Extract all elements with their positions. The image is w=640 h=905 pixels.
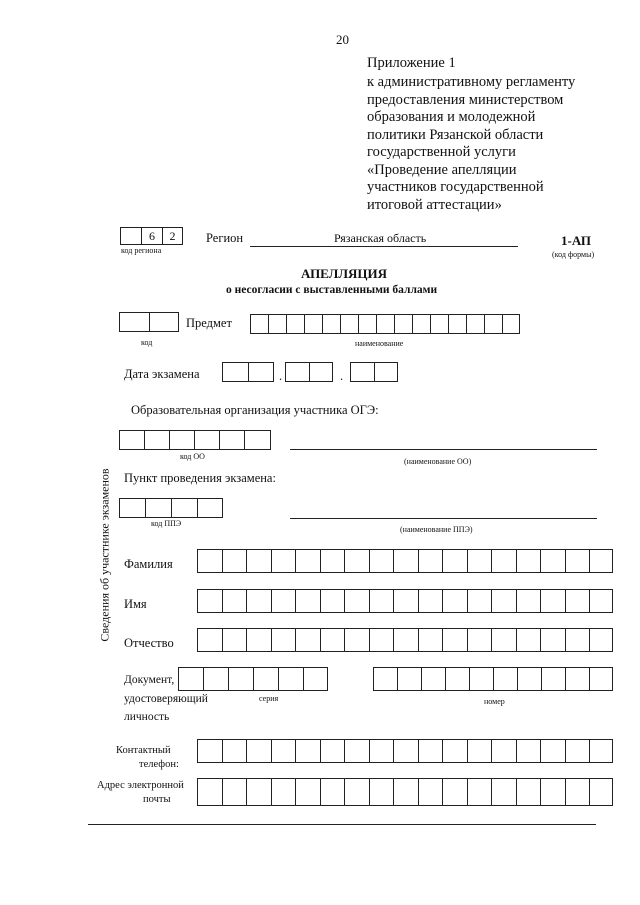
email-cell[interactable]: [566, 779, 591, 805]
document-number-cell[interactable]: [398, 668, 422, 690]
subject-code-cell[interactable]: [150, 313, 178, 331]
organization-code-cell[interactable]: [145, 431, 170, 449]
phone-cell[interactable]: [321, 740, 346, 762]
name-cell[interactable]: [345, 590, 370, 612]
appendix-line: итоговой аттестации»: [367, 196, 502, 213]
email-cell[interactable]: [443, 779, 468, 805]
subject-name-cell[interactable]: [251, 315, 269, 333]
exam-point-code-cell[interactable]: [120, 499, 146, 517]
document-number-cells[interactable]: [373, 667, 613, 691]
email-cell[interactable]: [517, 779, 542, 805]
phone-cell[interactable]: [468, 740, 493, 762]
exam-date-separator: .: [340, 369, 344, 383]
email-cell[interactable]: [468, 779, 493, 805]
surname-cell[interactable]: [223, 550, 248, 572]
name-cell[interactable]: [321, 590, 346, 612]
document-number-cell[interactable]: [374, 668, 398, 690]
exam-point-code-cell[interactable]: [172, 499, 198, 517]
exam-date-label: Дата экзамена: [124, 367, 200, 381]
patronymic-cell[interactable]: [223, 629, 248, 651]
exam-point-code-cell[interactable]: [146, 499, 172, 517]
form-code: 1-АП: [561, 233, 592, 248]
surname-cell[interactable]: [296, 550, 321, 572]
subject-name-cells[interactable]: [250, 314, 520, 334]
surname-cell[interactable]: [419, 550, 444, 572]
email-cell[interactable]: [321, 779, 346, 805]
organization-name-line: [290, 449, 597, 450]
name-cell[interactable]: [394, 590, 419, 612]
subject-name-cell[interactable]: [305, 315, 323, 333]
exam-point-code-cell[interactable]: [198, 499, 222, 517]
phone-cell[interactable]: [590, 740, 610, 762]
phone-cell[interactable]: [370, 740, 395, 762]
appendix-line: образования и молодежной: [367, 109, 536, 125]
region-code-cell[interactable]: 2: [169, 229, 176, 243]
subject-name-caption: наименование: [355, 339, 404, 348]
surname-cell[interactable]: [370, 550, 395, 572]
exam-day-cells[interactable]: [222, 362, 274, 382]
document-number-cell[interactable]: [590, 668, 612, 690]
phone-cell[interactable]: [517, 740, 542, 762]
document-number-cell[interactable]: [518, 668, 542, 690]
name-cell[interactable]: [223, 590, 248, 612]
patronymic-cell[interactable]: [590, 629, 610, 651]
exam-month-cells[interactable]: [285, 362, 333, 382]
subject-name-cell[interactable]: [395, 315, 413, 333]
document-number-cell[interactable]: [446, 668, 470, 690]
patronymic-cell[interactable]: [198, 629, 223, 651]
patronymic-cell[interactable]: [247, 629, 272, 651]
document-label-3: личность: [124, 711, 170, 723]
phone-cells[interactable]: [197, 739, 613, 763]
email-label-2: почты: [143, 794, 171, 805]
name-label: Имя: [124, 597, 147, 611]
region-code-caption: код региона: [121, 246, 162, 255]
patronymic-cell[interactable]: [492, 629, 517, 651]
region-value: Рязанская область: [334, 231, 427, 245]
email-cell[interactable]: [296, 779, 321, 805]
patronymic-cell[interactable]: [345, 629, 370, 651]
form-subtitle: о несогласии с выставленными баллами: [226, 284, 438, 296]
patronymic-cell[interactable]: [296, 629, 321, 651]
surname-cell[interactable]: [198, 550, 223, 572]
document-number-cell[interactable]: [494, 668, 518, 690]
document-series-cells[interactable]: [178, 667, 328, 691]
subject-name-cell[interactable]: [323, 315, 341, 333]
email-cells[interactable]: [197, 778, 613, 806]
surname-cell[interactable]: [541, 550, 566, 572]
subject-name-cell[interactable]: [359, 315, 377, 333]
subject-label: Предмет: [186, 316, 232, 330]
exam-date-cell[interactable]: [286, 363, 310, 381]
name-cell[interactable]: [272, 590, 297, 612]
surname-cell[interactable]: [394, 550, 419, 572]
phone-cell[interactable]: [296, 740, 321, 762]
organization-code-cells[interactable]: [119, 430, 271, 450]
phone-label-2: телефон:: [139, 759, 179, 770]
surname-cell[interactable]: [321, 550, 346, 572]
patronymic-cells[interactable]: [197, 628, 613, 652]
email-cell[interactable]: [541, 779, 566, 805]
document-number-cell[interactable]: [542, 668, 566, 690]
organization-code-cell[interactable]: [195, 431, 220, 449]
surname-cell[interactable]: [247, 550, 272, 572]
name-cell[interactable]: [541, 590, 566, 612]
appendix-line: «Проведение апелляции: [367, 161, 517, 178]
organization-name-caption: (наименование ОО): [404, 457, 472, 466]
subject-name-cell[interactable]: [341, 315, 359, 333]
document-series-cell[interactable]: [254, 668, 279, 690]
organization-code-caption: код ОО: [180, 452, 205, 461]
email-cell[interactable]: [590, 779, 610, 805]
name-cell[interactable]: [590, 590, 610, 612]
email-label-1: Адрес электронной: [97, 780, 184, 791]
patronymic-cell[interactable]: [468, 629, 493, 651]
subject-name-cell[interactable]: [287, 315, 305, 333]
appendix-text: [367, 74, 575, 214]
email-cell[interactable]: [394, 779, 419, 805]
document-number-caption: номер: [484, 697, 505, 706]
exam-date-cell[interactable]: [310, 363, 332, 381]
subject-name-cell[interactable]: [449, 315, 467, 333]
phone-cell[interactable]: [272, 740, 297, 762]
surname-label: Фамилия: [124, 557, 173, 571]
bottom-divider: [88, 824, 596, 825]
patronymic-cell[interactable]: [321, 629, 346, 651]
exam-date-cell[interactable]: [223, 363, 249, 381]
email-cell[interactable]: [198, 779, 223, 805]
name-cell[interactable]: [468, 590, 493, 612]
document-series-cell[interactable]: [279, 668, 304, 690]
name-cell[interactable]: [517, 590, 542, 612]
phone-cell[interactable]: [223, 740, 248, 762]
patronymic-cell[interactable]: [370, 629, 395, 651]
patronymic-cell[interactable]: [419, 629, 444, 651]
document-number-cell[interactable]: [470, 668, 494, 690]
document-series-caption: серия: [259, 694, 279, 703]
document-series-cell[interactable]: [179, 668, 204, 690]
subject-code-cells[interactable]: [119, 312, 179, 332]
organization-code-cell[interactable]: [245, 431, 270, 449]
surname-cell[interactable]: [443, 550, 468, 572]
surname-cell[interactable]: [566, 550, 591, 572]
document-label-1: Документ,: [124, 674, 175, 686]
surname-cell[interactable]: [272, 550, 297, 572]
exam-point-name-line: [290, 518, 597, 519]
email-cell[interactable]: [492, 779, 517, 805]
subject-code-cell[interactable]: [120, 313, 150, 331]
appendix-title: Приложение 1: [367, 55, 456, 71]
appendix-line: к административному регламенту: [367, 74, 576, 90]
document-series-cell[interactable]: [229, 668, 254, 690]
phone-cell[interactable]: [566, 740, 591, 762]
name-cell[interactable]: [566, 590, 591, 612]
phone-cell[interactable]: [419, 740, 444, 762]
region-label: Регион: [206, 231, 244, 245]
name-cell[interactable]: [443, 590, 468, 612]
region-underline: [250, 246, 518, 247]
email-cell[interactable]: [419, 779, 444, 805]
name-cell[interactable]: [198, 590, 223, 612]
participant-side-label: Сведения об участнике экзаменов: [97, 468, 112, 642]
name-cell[interactable]: [492, 590, 517, 612]
document-label-2: удостоверяющий: [124, 693, 208, 705]
name-cell[interactable]: [419, 590, 444, 612]
name-cells[interactable]: [197, 589, 613, 613]
subject-name-cell[interactable]: [269, 315, 287, 333]
document-number-cell[interactable]: [422, 668, 446, 690]
phone-cell[interactable]: [247, 740, 272, 762]
surname-cell[interactable]: [345, 550, 370, 572]
subject-name-cell[interactable]: [485, 315, 503, 333]
phone-cell[interactable]: [394, 740, 419, 762]
subject-code-caption: код: [141, 338, 153, 347]
organization-code-cell[interactable]: [220, 431, 245, 449]
phone-label-1: Контактный: [116, 745, 171, 756]
subject-name-cell[interactable]: [377, 315, 395, 333]
organization-code-cell[interactable]: [170, 431, 195, 449]
patronymic-cell[interactable]: [517, 629, 542, 651]
document-number-cell[interactable]: [566, 668, 590, 690]
patronymic-cell[interactable]: [541, 629, 566, 651]
region-code-cell[interactable]: 6: [142, 228, 163, 244]
email-cell[interactable]: [345, 779, 370, 805]
document-series-cell[interactable]: [304, 668, 327, 690]
form-title: АПЕЛЛЯЦИЯ: [301, 266, 388, 281]
name-cell[interactable]: [296, 590, 321, 612]
phone-cell[interactable]: [198, 740, 223, 762]
exam-date-separator: .: [279, 369, 283, 383]
subject-name-cell[interactable]: [431, 315, 449, 333]
exam-date-cell[interactable]: [375, 363, 397, 381]
patronymic-cell[interactable]: [272, 629, 297, 651]
appendix-line: предоставления министерством: [367, 91, 564, 108]
surname-cell[interactable]: [492, 550, 517, 572]
surname-cell[interactable]: [590, 550, 610, 572]
organization-heading: Образовательная организация участника ОГЭ:: [131, 403, 379, 417]
patronymic-cell[interactable]: [443, 629, 468, 651]
appendix-line: участников государственной: [367, 179, 544, 195]
region-code-cell[interactable]: [121, 228, 142, 244]
patronymic-cell[interactable]: [566, 629, 591, 651]
phone-cell[interactable]: [492, 740, 517, 762]
region-code-cells[interactable]: [120, 227, 183, 245]
email-cell[interactable]: [247, 779, 272, 805]
document-series-cell[interactable]: [204, 668, 229, 690]
form-code-caption: (код формы): [552, 250, 595, 259]
email-cell[interactable]: [272, 779, 297, 805]
subject-name-cell[interactable]: [503, 315, 519, 333]
name-cell[interactable]: [247, 590, 272, 612]
surname-cell[interactable]: [468, 550, 493, 572]
page-number: 20: [336, 32, 349, 47]
email-cell[interactable]: [223, 779, 248, 805]
organization-code-cell[interactable]: [120, 431, 145, 449]
subject-name-cell[interactable]: [413, 315, 431, 333]
appendix-line: государственной услуги: [367, 144, 516, 160]
phone-cell[interactable]: [443, 740, 468, 762]
surname-cell[interactable]: [517, 550, 542, 572]
phone-cell[interactable]: [345, 740, 370, 762]
appendix-line: политики Рязанской области: [367, 126, 544, 143]
patronymic-cell[interactable]: [394, 629, 419, 651]
exam-point-code-caption: код ППЭ: [151, 519, 182, 528]
exam-point-code-cells[interactable]: [119, 498, 223, 518]
email-cell[interactable]: [370, 779, 395, 805]
subject-name-cell[interactable]: [467, 315, 485, 333]
exam-date-cell[interactable]: [351, 363, 375, 381]
exam-date-cell[interactable]: [249, 363, 273, 381]
surname-cells[interactable]: [197, 549, 613, 573]
phone-cell[interactable]: [541, 740, 566, 762]
exam-point-name-caption: (наименование ППЭ): [400, 525, 473, 534]
patronymic-label: Отчество: [124, 636, 174, 650]
exam-year-cells[interactable]: [350, 362, 398, 382]
name-cell[interactable]: [370, 590, 395, 612]
exam-point-heading: Пункт проведения экзамена:: [124, 471, 276, 485]
